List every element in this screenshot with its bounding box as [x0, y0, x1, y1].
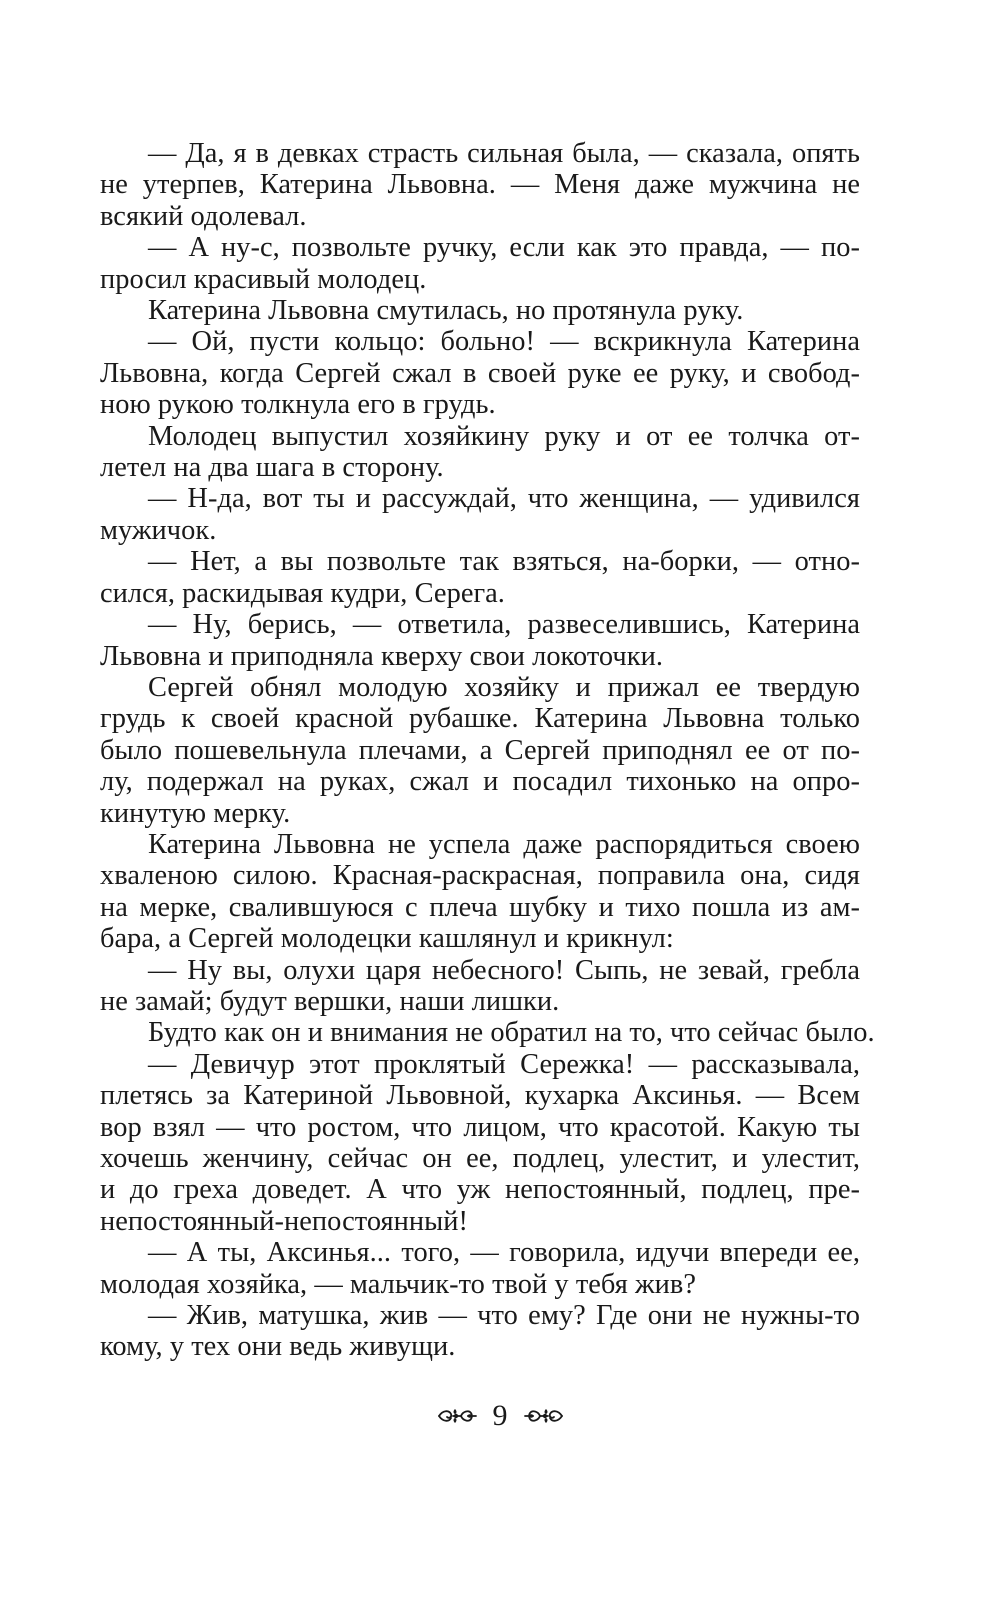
text-line: — Девичур этот проклятый Сережка! — рассказывала, — [148, 1048, 860, 1080]
text-line: Львовна, когда Сергей сжал в своей руке ее руку, и свобод- — [100, 357, 860, 389]
text-line: всякий одолевал. — [100, 200, 307, 232]
paragraph — [100, 1237, 860, 1300]
text-line: не утерпев, Катерина Львовна. — Меня даже мужчина не — [100, 169, 860, 201]
paragraph — [100, 672, 860, 829]
text-line: мужичок. — [100, 514, 217, 546]
text-line: кому, у тех они ведь живущи. — [100, 1331, 456, 1363]
text-line: Катерина Львовна смутилась, но протянула руку. — [148, 295, 744, 327]
paragraph — [100, 546, 860, 609]
text-line: Львовна и приподняла кверху свои локоточки. — [100, 640, 663, 672]
text-line: Будто как он и внимания не обратил на то, что сейчас было. — [148, 1017, 875, 1049]
text-line: было пошевельнула плечами, а Сергей приподнял ее от по- — [100, 734, 860, 766]
paragraph — [100, 232, 860, 295]
text-line: Молодец выпустил хозяйкину руку и от ее толчка от- — [148, 420, 860, 452]
paragraph — [100, 483, 860, 546]
paragraph — [100, 1049, 860, 1237]
page-number: 9 — [492, 1399, 508, 1432]
text-line: не замай; будут вершки, наши лишки. — [100, 985, 560, 1017]
text-line: непостоянный-непостоянный! — [100, 1205, 468, 1237]
body-text — [100, 138, 875, 1363]
text-line: бара, а Сергей молодецки кашлянул и крикнул: — [100, 923, 674, 955]
page-footer — [0, 1396, 1000, 1436]
text-line: хваленою силою. Красная-раскрасная, поправила она, сидя — [100, 860, 860, 892]
text-line: — Да, я в девках страсть сильная была, — сказала, опять — [148, 138, 860, 169]
paragraph — [100, 326, 860, 420]
text-line: хочешь женчину, сейчас он ее, подлец, улестит, и улестит, — [100, 1143, 860, 1174]
paragraph — [100, 955, 860, 1018]
text-line: ною рукою толкнула его в грудь. — [100, 389, 496, 421]
text-line: летел на два шага в сторону. — [100, 452, 444, 484]
text-line: — Ну вы, олухи царя небесного! Сыпь, не зевай, гребла — [148, 954, 860, 986]
text-line: кинутую мерку. — [100, 797, 291, 829]
text-line: лу, подержал на руках, сжал и посадил тихонько на опро- — [100, 766, 860, 798]
text-line: — А ну-с, позвольте ручку, если как это правда, — по- — [148, 232, 860, 264]
text-line: и до греха доведет. А что уж непостоянный, подлец, пре- — [100, 1174, 860, 1206]
text-line: сился, раскидывая кудри, Серега. — [100, 577, 505, 609]
text-line: — Нет, а вы позвольте так взяться, на-борки, — отно- — [148, 546, 860, 578]
fleuron-right-icon — [522, 1404, 566, 1428]
paragraph — [100, 1017, 875, 1049]
paragraph — [100, 138, 860, 232]
paragraph — [100, 295, 860, 326]
text-line: — Н-да, вот ты и рассуждай, что женщина, — удивился — [148, 483, 860, 515]
paragraph — [100, 609, 860, 672]
paragraph — [100, 421, 860, 484]
text-line: просил красивый молодец. — [100, 263, 427, 295]
text-line: плетясь за Катериной Львовной, кухарка Аксинья. — Всем — [100, 1080, 860, 1112]
text-line: — Ну, берись, — ответила, развеселившись, Катерина — [148, 609, 860, 641]
paragraph — [100, 829, 860, 955]
fleuron-left-icon — [435, 1404, 479, 1428]
text-line: вор взял — что ростом, что лицом, что красотой. Какую ты — [100, 1111, 860, 1143]
paragraph — [100, 1300, 860, 1363]
text-line: на мерке, свалившуюся с плеча шубку и тихо пошла из ам- — [100, 891, 860, 923]
text-line: молодая хозяйка, — мальчик-то твой у тебя жив? — [100, 1268, 696, 1300]
text-line: — А ты, Аксинья... того, — говорила, идучи впереди ее, — [148, 1237, 860, 1269]
text-line: — Жив, матушка, жив — что ему? Где они не нужны-то — [148, 1300, 860, 1332]
text-line: — Ой, пусти кольцо: больно! — вскрикнула Катерина — [148, 326, 860, 358]
text-line: Сергей обнял молодую хозяйку и прижал ее твердую — [148, 671, 860, 703]
text-line: Катерина Львовна не успела даже распорядиться своею — [148, 828, 860, 860]
text-line: грудь к своей красной рубашке. Катерина Львовна только — [100, 703, 860, 735]
